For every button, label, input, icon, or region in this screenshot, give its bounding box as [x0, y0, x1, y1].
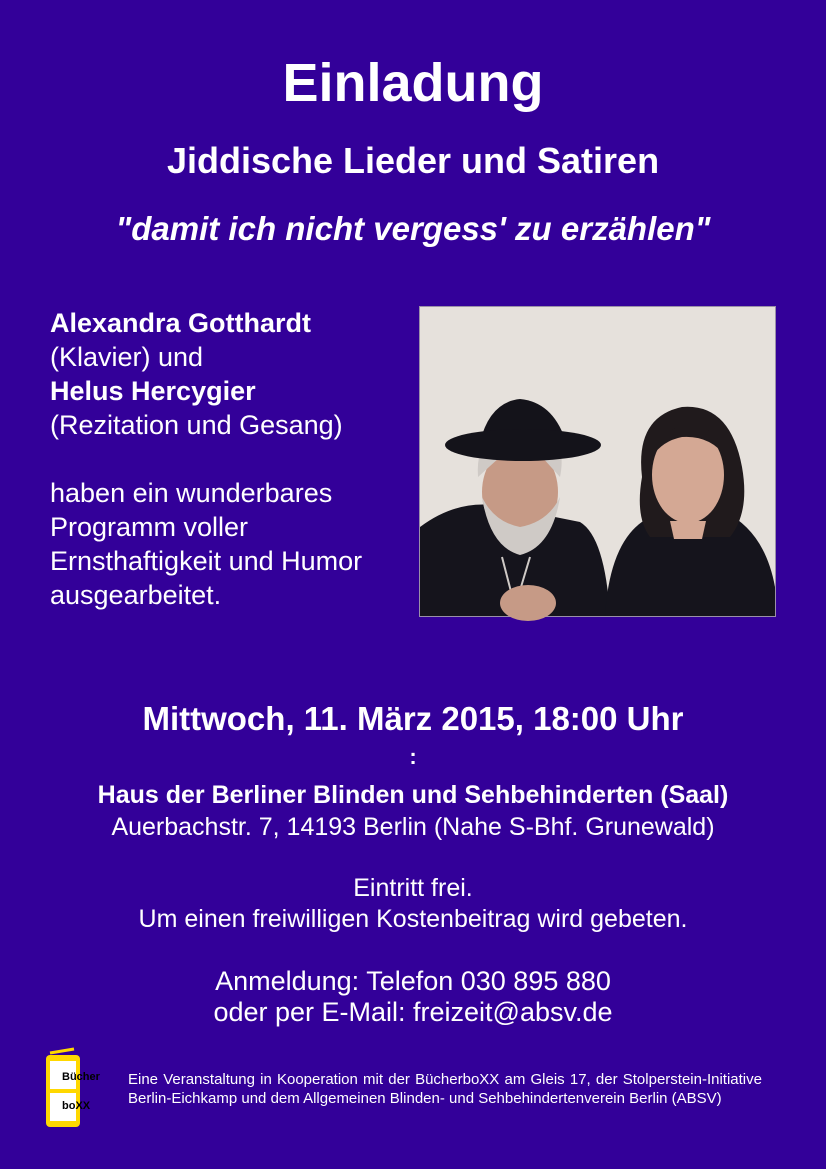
description-line: haben ein wunderbares [50, 478, 333, 508]
performer-name-2: Helus Hercygier [50, 376, 256, 406]
subtitle: Jiddische Lieder und Satiren [166, 140, 660, 181]
performer-role-2: (Rezitation und Gesang) [50, 410, 343, 440]
quote: "damit ich nicht vergess' zu erzählen" [115, 210, 711, 247]
performer-name-1: Alexandra Gotthardt [50, 308, 312, 338]
event-date: Mittwoch, 11. März 2015, 18:00 Uhr [142, 700, 684, 737]
entry-info: Eintritt frei. [353, 874, 473, 902]
event-separator: : [409, 744, 417, 769]
performer-role-1: (Klavier) und [50, 342, 204, 372]
description-line: Programm voller [50, 512, 249, 542]
registration-email: oder per E-Mail: freizeit@absv.de [213, 997, 613, 1027]
description-line: ausgearbeitet. [50, 580, 222, 610]
performers-photo [419, 306, 776, 617]
buecherboxx-logo-icon [44, 1047, 100, 1129]
logo-text-line2: boXX [62, 1100, 91, 1112]
registration-phone: Anmeldung: Telefon 030 895 880 [215, 966, 611, 996]
performers-intro [50, 306, 410, 612]
logo-text-line1: Bücher [62, 1071, 100, 1083]
description-line: Ernsthaftigkeit und Humor [50, 546, 363, 576]
event-address: Auerbachstr. 7, 14193 Berlin (Nahe S-Bhf. Grunewald) [111, 813, 715, 841]
footer-note: Eine Veranstaltung in Kooperation mit der BücherboXX am Gleis 17, der Stolperstein-Initiative Berlin-Eichkamp und dem Allgemeinen Blinden- und Sehbehindertenverein Berlin (ABSV) [128, 1071, 762, 1107]
contribution-info: Um einen freiwilligen Kostenbeitrag wird gebeten. [138, 905, 688, 933]
page-title: Einladung [282, 53, 544, 113]
event-venue: Haus der Berliner Blinden und Sehbehinderten (Saal) [97, 781, 729, 809]
